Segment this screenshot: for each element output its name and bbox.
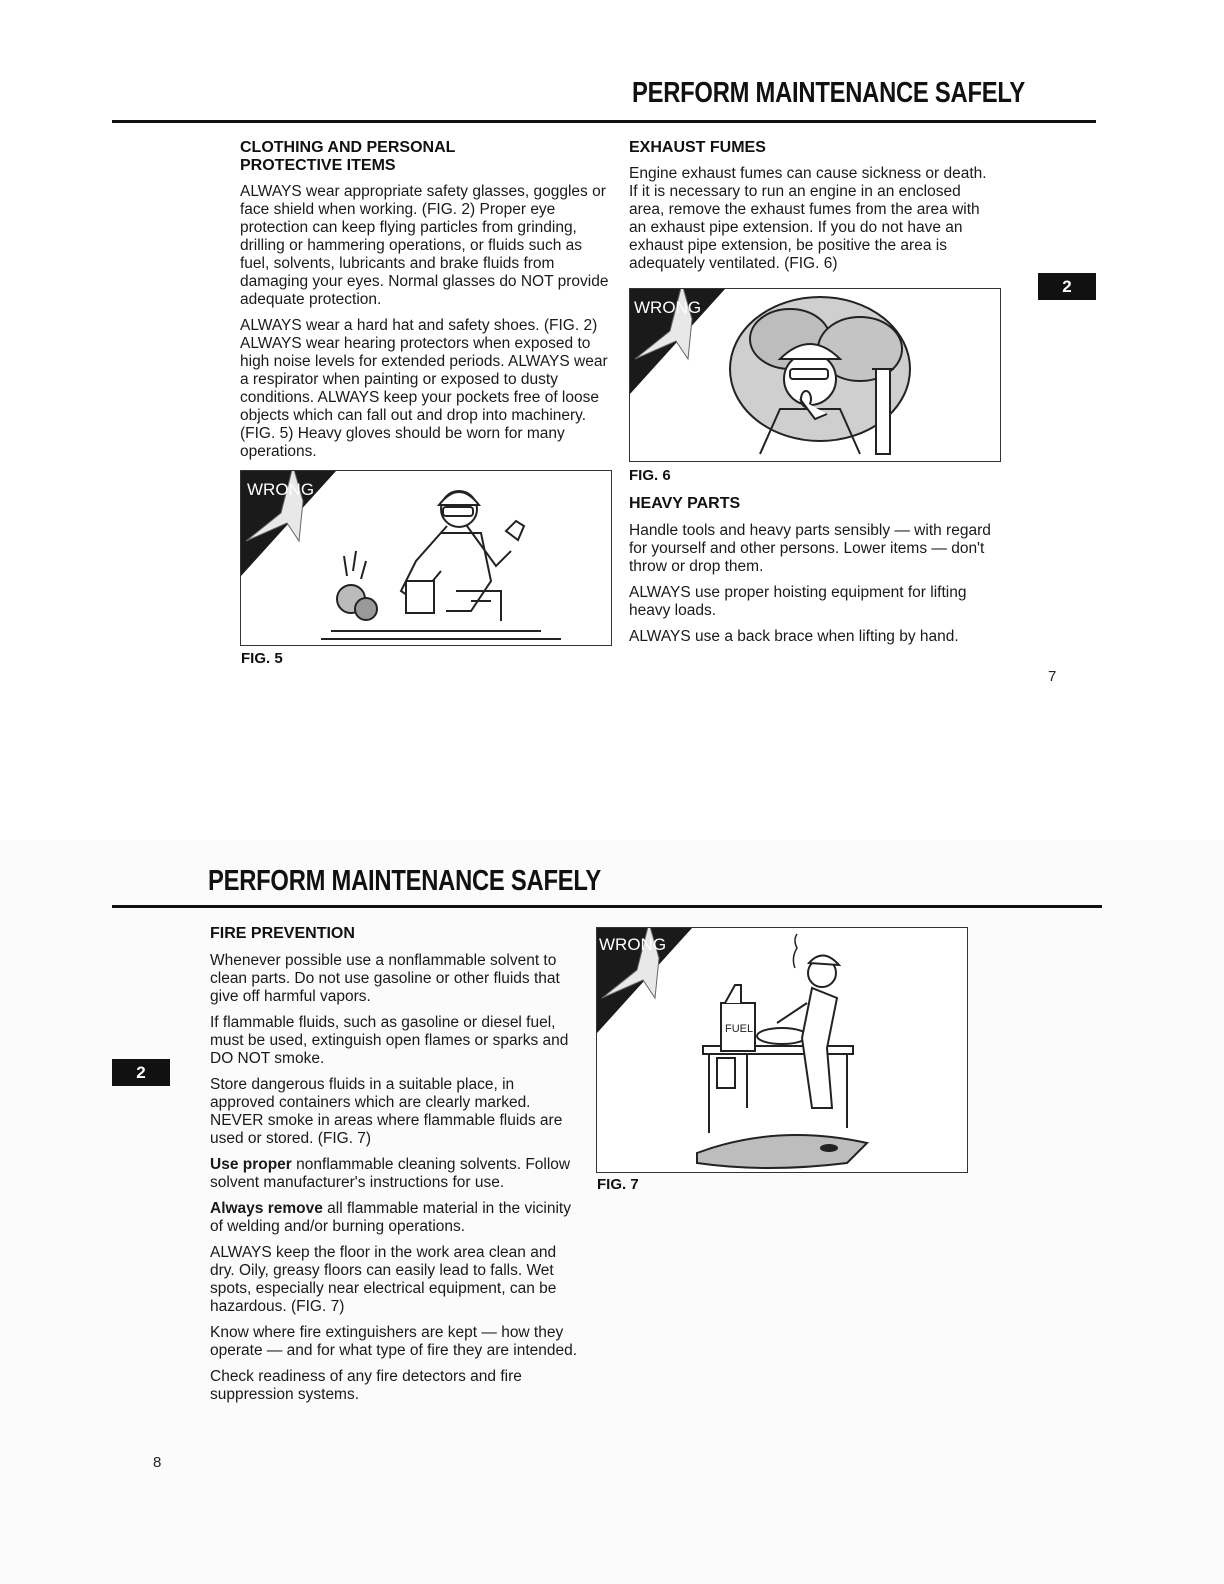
- smoking-near-fuel-illustration: [597, 928, 967, 1172]
- fuel-can-label: FUEL: [725, 1023, 754, 1035]
- section-heading: EXHAUST FUMES: [629, 139, 766, 156]
- heading-line: PROTECTIVE ITEMS: [240, 157, 396, 174]
- wrong-label: WRONG: [247, 480, 315, 499]
- right-column: [629, 139, 999, 281]
- paragraph: ALWAYS use proper hoisting equipment for lifting heavy loads.: [629, 584, 967, 619]
- heading-line: CLOTHING AND PERSONAL: [240, 139, 456, 156]
- section-tab: 2: [112, 1059, 170, 1086]
- paragraph: Know where fire extinguishers are kept — how they operate — and for what type of fire they are intended.: [210, 1324, 578, 1359]
- page-8: [0, 840, 1224, 1584]
- section-heading: HEAVY PARTS: [629, 495, 741, 512]
- hammering-worker-illustration: [241, 471, 611, 645]
- section-heading: [240, 139, 610, 175]
- page-number: 7: [1048, 668, 1057, 685]
- page-title: PERFORM MAINTENANCE SAFELY: [208, 865, 602, 897]
- bold-lead: Always remove: [210, 1200, 323, 1217]
- right-column-continued: [629, 467, 999, 654]
- figure-5-caption: FIG. 5: [241, 650, 283, 667]
- paragraph: [210, 1200, 580, 1236]
- paragraph: Handle tools and heavy parts sensibly — with regard for yourself and other persons. Lower items — don't throw or drop them.: [629, 522, 991, 575]
- paragraph: Store dangerous fluids in a suitable place, in approved containers which are clearly marked. NEVER smoke in areas where flammable fluids are used or stored. (FIG. 7): [210, 1076, 563, 1147]
- figure-6: [629, 288, 1001, 462]
- paragraph: [210, 1156, 580, 1192]
- section-tab: 2: [1038, 273, 1096, 300]
- page-7: [0, 0, 1224, 780]
- bold-lead: Use proper: [210, 1156, 292, 1173]
- paragraph-text: all flammable material in the vicinity of welding and/or burning operations.: [210, 1200, 571, 1235]
- figure-6-caption: FIG. 6: [629, 467, 671, 484]
- paragraph: ALWAYS use a back brace when lifting by hand.: [629, 628, 959, 645]
- page-number: 8: [153, 1454, 162, 1471]
- left-column: [240, 139, 610, 469]
- paragraph: ALWAYS wear appropriate safety glasses, goggles or face shield when working. (FIG. 2) Proper eye protection can keep flying particles from grinding, drilling or hammering operations, or fluids such as fuel, solvents, lubricants and brake fluids from damaging your eyes. Normal glasses do NOT provide adequate protection.: [240, 183, 609, 308]
- paragraph-text: nonflammable cleaning solvents. Follow solvent manufacturer's instructions for use.: [210, 1156, 571, 1191]
- paragraph: ALWAYS keep the floor in the work area clean and dry. Oily, greasy floors can easily lead to falls. Wet spots, especially near electrical equipment, can be hazardous. (FIG. 7): [210, 1244, 557, 1315]
- paragraph: ALWAYS wear a hard hat and safety shoes. (FIG. 2) ALWAYS wear hearing protectors when exposed to high noise levels for extended periods. ALWAYS wear a respirator when painting or exposed to dusty conditions. ALWAYS keep your pockets free of loose objects which can fall out and drop into machinery. (FIG. 5) Heavy gloves should be worn for many operations.: [240, 317, 608, 460]
- figure-5: [240, 470, 612, 646]
- section-heading: FIRE PREVENTION: [210, 925, 355, 942]
- paragraph: Engine exhaust fumes can cause sickness or death. If it is necessary to run an engine in an enclosed area, remove the exhaust fumes from the area with an exhaust pipe extension. If you do not have an exhaust pipe extension, be positive the area is adequately ventilated. (FIG. 6): [629, 165, 987, 272]
- exhaust-fumes-illustration: [630, 289, 1000, 461]
- figure-7: [596, 927, 968, 1173]
- wrong-label: WRONG: [599, 935, 667, 954]
- header-rule: [112, 120, 1096, 123]
- paragraph: Whenever possible use a nonflammable solvent to clean parts. Do not use gasoline or other fluids that give off harmful vapors.: [210, 952, 560, 1005]
- fire-prevention-column: [210, 925, 580, 1412]
- header-rule: [112, 905, 1102, 908]
- page-title: PERFORM MAINTENANCE SAFELY: [632, 77, 1026, 109]
- paragraph: Check readiness of any fire detectors and fire suppression systems.: [210, 1368, 522, 1403]
- wrong-label: WRONG: [634, 298, 702, 317]
- figure-7-caption: FIG. 7: [597, 1176, 639, 1193]
- paragraph: If flammable fluids, such as gasoline or diesel fuel, must be used, extinguish open flames or sparks and DO NOT smoke.: [210, 1014, 569, 1067]
